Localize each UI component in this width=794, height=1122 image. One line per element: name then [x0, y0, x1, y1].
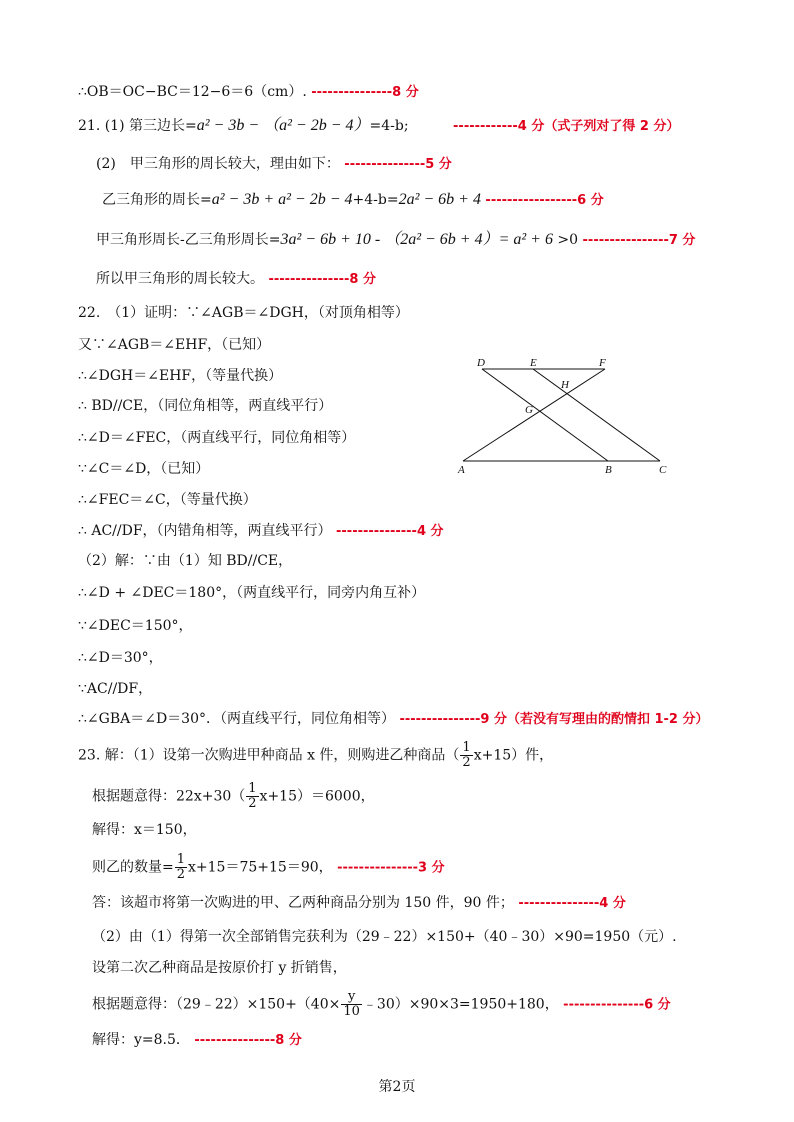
answer-line	[92, 820, 197, 840]
label-h: H	[561, 379, 569, 391]
fraction-numerator: 1	[462, 740, 471, 755]
math-expression: a² − 3b − （a² − 2b − 4）	[196, 117, 370, 134]
answer-line	[78, 679, 152, 699]
math-expression: a² − 3b + a² − 2b − 4	[211, 191, 353, 208]
answer-text: ∴∠D＝∠FEC，（两直线平行，同位角相等）	[78, 430, 356, 446]
answer-text: ∵∠C＝∠D，（已知）	[78, 461, 210, 477]
fraction	[341, 990, 362, 1019]
math-expression: 2a² − 6b + 4	[398, 191, 481, 208]
answer-line	[92, 782, 375, 811]
answer-line	[78, 116, 679, 137]
fraction-denominator: 2	[176, 867, 186, 882]
answer-text: ∴ AC//DF，（内错角相等，两直线平行）	[78, 523, 332, 539]
answer-line	[78, 648, 163, 668]
answer-text: ∴∠FEC＝∠C，（等量代换）	[78, 492, 257, 508]
fraction	[175, 853, 187, 882]
answer-line	[96, 269, 376, 290]
fraction	[460, 741, 472, 770]
answer-text: 解得：y=8.5．	[92, 1032, 190, 1048]
answer-text: 乙三角形的周长=	[102, 192, 212, 208]
answer-text: 22. （1）证明：∵∠AGB＝∠DGH，（对顶角相等）	[78, 305, 409, 321]
answer-text: 则乙的数量=	[92, 859, 174, 876]
score-mark: ---------------8 分	[311, 85, 419, 100]
answer-text: 所以甲三角形的周长较大。	[96, 271, 264, 287]
score-mark: ---------------8 分	[268, 272, 376, 287]
answer-line	[92, 853, 445, 882]
answer-text: （2）解：∵由（1）知 BD//CE，	[78, 553, 293, 569]
answer-line	[78, 366, 282, 386]
math-expression: - （2a² − 6b + 4）= a² + 6	[370, 231, 553, 248]
answer-line	[96, 154, 452, 175]
fraction-denominator: 10	[343, 1004, 360, 1019]
fraction	[246, 782, 258, 811]
score-mark: ---------------4 分	[518, 896, 626, 911]
answer-text: >0	[552, 232, 579, 248]
answer-text: (2) 甲三角形的周长较大，理由如下：	[96, 156, 340, 172]
answer-line	[78, 303, 409, 323]
label-e: E	[530, 357, 537, 369]
label-g: G	[525, 404, 533, 416]
answer-line	[96, 230, 695, 251]
fraction-numerator: 1	[176, 852, 186, 867]
answer-text: x+15）＝6000，	[259, 788, 375, 805]
label-b: B	[605, 464, 612, 476]
fraction-numerator: 1	[248, 781, 257, 796]
answer-line	[78, 551, 292, 571]
answer-line	[78, 616, 193, 636]
score-mark: ----------------7 分	[582, 233, 696, 248]
fraction-denominator: 2	[248, 796, 257, 811]
line-db	[482, 369, 608, 461]
label-f: F	[599, 357, 606, 369]
line-ec	[533, 369, 660, 461]
answer-line	[92, 893, 626, 914]
score-mark: ---------------5 分	[344, 157, 452, 172]
answer-text: ∵AC//DF，	[78, 681, 153, 697]
score-mark: ---------------3 分	[337, 860, 445, 876]
answer-text: ∴∠DGH＝∠EHF，（等量代换）	[78, 368, 283, 384]
answer-line	[78, 335, 270, 355]
math-expression: 3a² − 6b + 10	[280, 231, 371, 248]
answer-text: ∴∠D + ∠DEC＝180°，（两直线平行，同旁内角互补）	[78, 585, 426, 601]
answer-line	[78, 396, 332, 416]
score-mark: ---------------8 分	[194, 1033, 302, 1048]
answer-line	[92, 958, 347, 978]
score-mark: ------------4 分（式子列对了得 2 分）	[453, 119, 680, 134]
fraction-numerator: y	[341, 990, 362, 1005]
answer-text: （2）由（1）得第一次全部销售完获利为（29﹣22）×150+（40﹣30）×90=1950（元）.	[92, 929, 677, 945]
answer-text: 解得：x＝150，	[92, 822, 197, 838]
answer-text: 答：该超市将第一次购进的甲、乙两种商品分别为 150 件，90 件；	[92, 895, 514, 911]
answer-text: ∵∠DEC＝150°，	[78, 618, 193, 634]
answer-text: 甲三角形周长-乙三角形周长=	[96, 232, 281, 248]
answer-text: ∴ BD//CE，（同位角相等，两直线平行）	[78, 398, 333, 414]
answer-text: x+15＝75+15＝90，	[188, 859, 333, 876]
score-mark: ---------------6 分	[563, 997, 671, 1013]
answer-text: =4-b;	[369, 118, 409, 134]
answer-text: 根据题意得：22x+30（	[92, 788, 246, 805]
answer-text: 21. (1) 第三边长=	[78, 118, 197, 134]
answer-line	[92, 927, 677, 947]
geometry-figure	[455, 355, 685, 480]
label-c: C	[659, 464, 667, 476]
page-number: 第2页	[378, 1079, 416, 1095]
answer-line	[78, 490, 257, 510]
answer-text: +4-b=	[352, 192, 399, 208]
answer-text: 根据题意得：（29﹣22）×150+（40×	[92, 996, 341, 1013]
label-d: D	[477, 357, 485, 369]
answer-line	[78, 741, 553, 770]
answer-text: ∴∠GBA＝∠D＝30°．（两直线平行，同位角相等）	[78, 711, 395, 727]
answer-line	[92, 1030, 302, 1051]
answer-text: x+15）件，	[473, 747, 554, 764]
answer-line	[78, 521, 444, 542]
fraction-denominator: 2	[462, 755, 471, 770]
score-mark: -----------------6 分	[485, 193, 604, 208]
answer-line	[102, 190, 604, 211]
answer-line	[78, 459, 209, 479]
answer-text: ﹣30）×90×3=1950+180，	[362, 996, 559, 1013]
answer-line	[78, 428, 355, 448]
answer-text: ∴OB＝OC−BC＝12−6＝6（cm）.	[78, 84, 307, 100]
score-mark: ---------------4 分	[336, 524, 444, 539]
answer-line	[78, 583, 425, 603]
score-mark: ---------------9 分（若没有写理由的酌情扣 1-2 分）	[399, 712, 709, 727]
answer-text: 又∵∠AGB＝∠EHF，（已知）	[78, 337, 271, 353]
answer-text: 设第二次乙种商品是按原价打 y 折销售，	[92, 960, 347, 976]
answer-line	[78, 82, 419, 103]
answer-line	[92, 990, 671, 1019]
answer-text: 23. 解：（1）设第一次购进甲种商品 x 件，则购进乙种商品（	[78, 747, 460, 764]
line-af	[463, 369, 605, 461]
answer-line	[78, 709, 709, 730]
answer-text: ∴∠D＝30°，	[78, 650, 163, 666]
label-a: A	[458, 464, 465, 476]
